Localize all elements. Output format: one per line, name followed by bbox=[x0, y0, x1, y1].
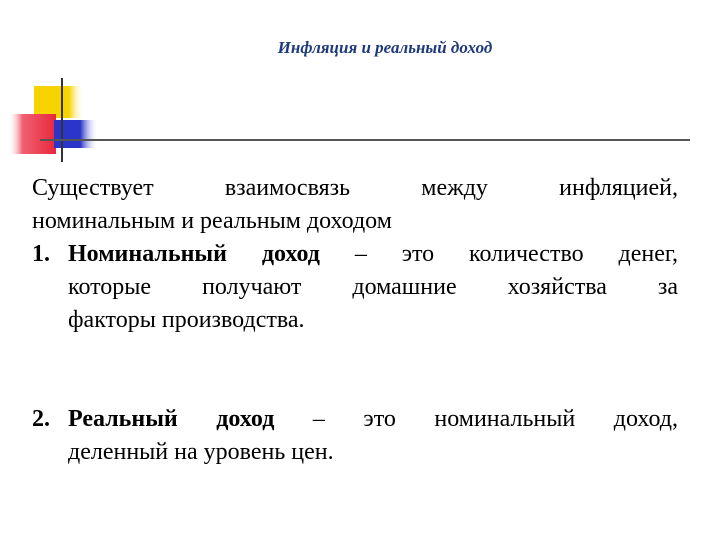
term-nominal-income: Номинальный доход bbox=[68, 241, 320, 267]
intro-line-2: номинальным и реальным доходом bbox=[32, 208, 392, 234]
list-item-line-3: факторы производства. bbox=[68, 307, 305, 333]
definition-start: – это количество денег, bbox=[319, 241, 678, 267]
list-item-line-2: деленный на уровень цен. bbox=[68, 439, 334, 465]
list-item bbox=[32, 403, 678, 469]
intro-line-1: Существует взаимосвязь между инфляцией, bbox=[32, 175, 678, 201]
intro-paragraph bbox=[32, 172, 678, 238]
slide-body bbox=[32, 172, 678, 469]
term-real-income: Реальный доход bbox=[68, 406, 275, 432]
list-item-number: 1. bbox=[32, 241, 50, 267]
list-item bbox=[32, 238, 678, 337]
list-item-line-1 bbox=[68, 403, 678, 436]
list-item-line-1 bbox=[68, 238, 678, 271]
yellow-square bbox=[34, 86, 84, 118]
list-item-number: 2. bbox=[32, 406, 50, 432]
slide-decoration bbox=[0, 0, 720, 170]
red-square bbox=[8, 114, 56, 154]
page-title: Инфляция и реальный доход bbox=[277, 38, 493, 57]
definition-start: – это номинальный доход, bbox=[274, 406, 678, 432]
list-item-line-2: которые получают домашние хозяйства за bbox=[68, 274, 678, 300]
blue-square bbox=[54, 120, 98, 148]
